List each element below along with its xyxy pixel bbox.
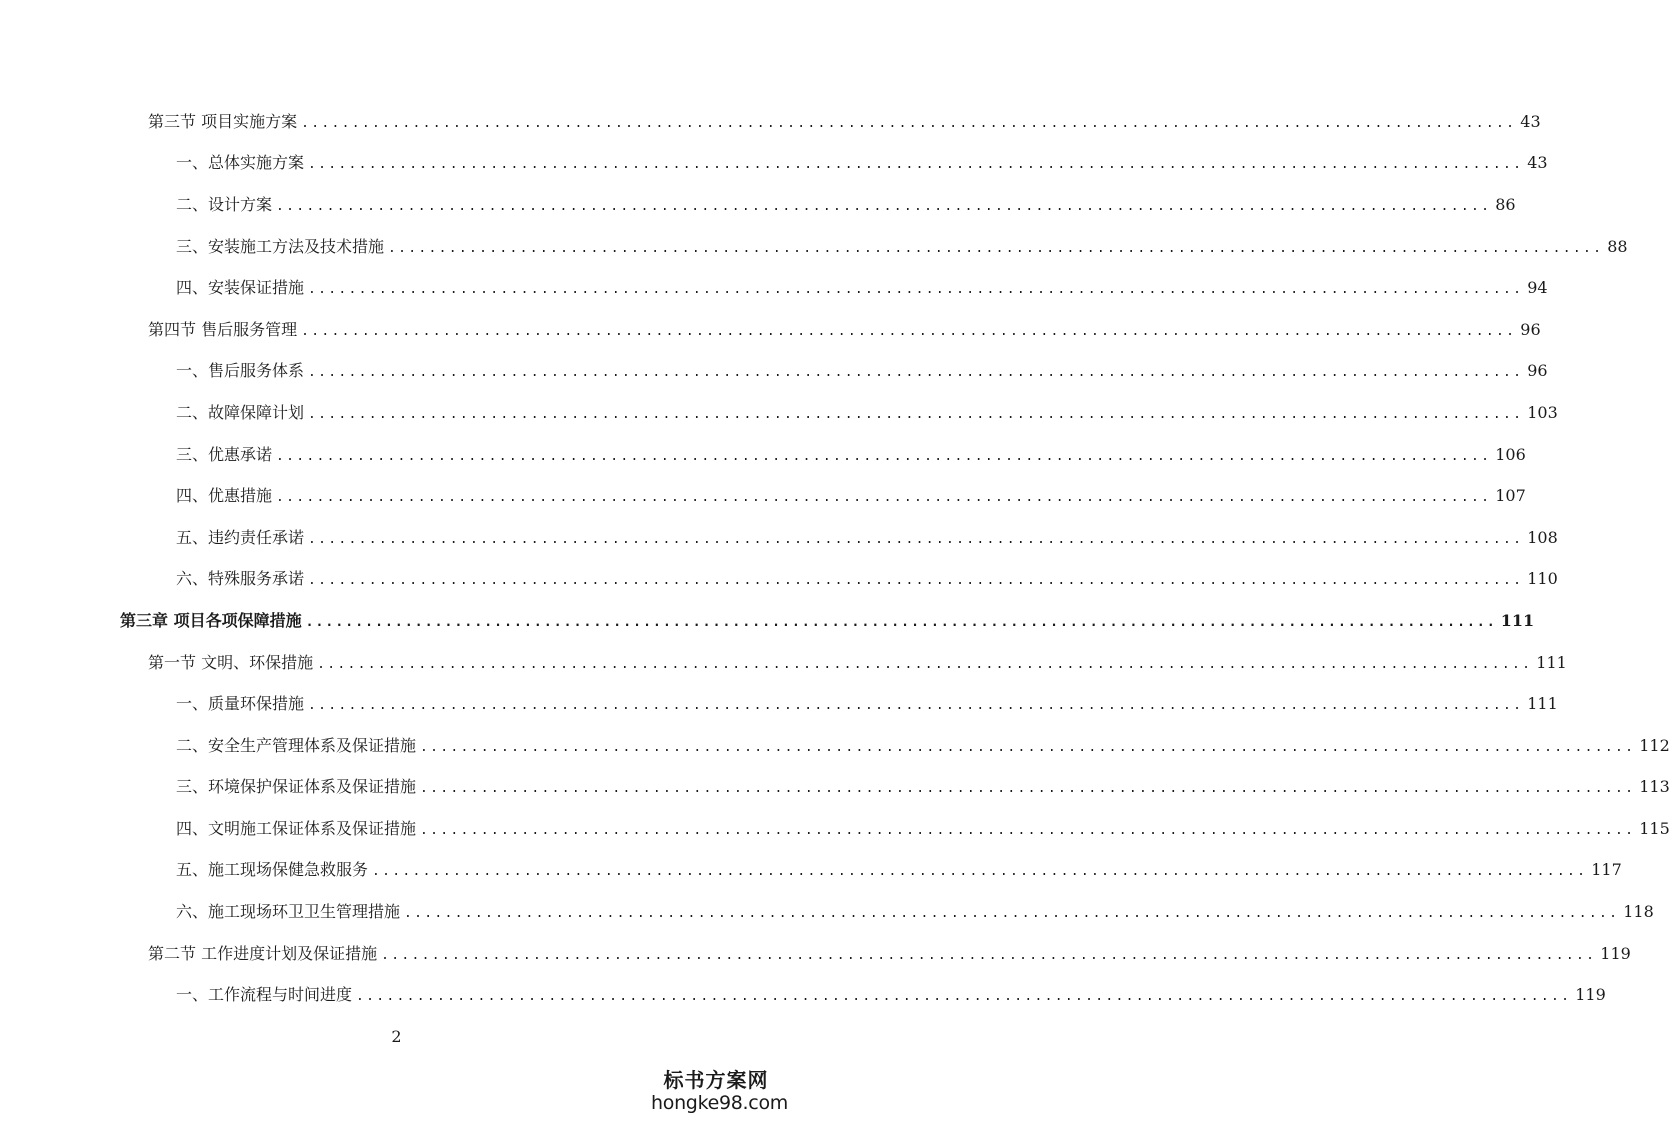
toc-entry-label: 第二节 工作进度计划及保证措施 <box>148 943 378 963</box>
toc-entry-label: 五、违约责任承诺 <box>176 527 305 547</box>
toc-entry-label: 第三节 项目实施方案 <box>148 111 298 131</box>
toc-entry <box>0 933 1631 975</box>
toc-entry <box>0 475 1526 517</box>
toc-entry <box>0 267 1548 309</box>
toc-entry-page: 88 <box>1607 236 1628 256</box>
toc-entry <box>0 309 1541 351</box>
toc-entry-page: 119 <box>1600 943 1631 963</box>
toc-entry-page: 115 <box>1639 818 1670 838</box>
toc-leader-dots: ........................................................................................................................ <box>305 614 1497 630</box>
toc-entry-label: 一、质量环保措施 <box>176 694 305 714</box>
toc-entry <box>0 434 1526 476</box>
watermark-name: 标书方案网 <box>663 1068 769 1092</box>
toc-entry <box>0 184 1516 226</box>
toc-entry-page: 43 <box>1520 111 1541 131</box>
toc-leader-dots: ........................................................................................................................ <box>388 240 1604 256</box>
toc-entry-page: 118 <box>1623 902 1654 922</box>
toc-entry <box>0 143 1548 185</box>
toc-leader-dots: ........................................................................................................................ <box>308 365 1524 381</box>
watermark-url: hongke98.com <box>651 1092 788 1114</box>
toc-entry-label: 一、总体实施方案 <box>176 153 305 173</box>
toc-entry <box>0 725 1670 767</box>
toc-entry-page: 112 <box>1639 735 1670 755</box>
toc-leader-dots: ........................................................................................................................ <box>301 323 1517 339</box>
toc-entry <box>0 808 1670 850</box>
toc-entry-page: 43 <box>1527 153 1548 173</box>
toc-leader-dots: ........................................................................................................................ <box>404 906 1620 922</box>
toc-entry-page: 94 <box>1527 278 1548 298</box>
toc-entry-page: 117 <box>1591 860 1622 880</box>
toc-leader-dots: ........................................................................................................................ <box>356 989 1572 1005</box>
toc-entry-page: 96 <box>1527 361 1548 381</box>
toc-entry <box>0 767 1670 809</box>
site-watermark <box>651 1068 788 1114</box>
toc-entry-label: 第四节 售后服务管理 <box>148 319 298 339</box>
toc-entry <box>0 517 1558 559</box>
toc-entry-page: 119 <box>1575 985 1606 1005</box>
toc-entry <box>0 850 1622 892</box>
toc-leader-dots: ........................................................................................................................ <box>301 115 1517 131</box>
toc-entry-page: 103 <box>1527 402 1558 422</box>
toc-leader-dots: ........................................................................................................................ <box>308 531 1524 547</box>
toc-entry-page: 111 <box>1536 652 1567 672</box>
toc-entry-page: 111 <box>1527 694 1558 714</box>
toc-entry-page: 110 <box>1527 569 1558 589</box>
toc-leader-dots: ........................................................................................................................ <box>372 864 1588 880</box>
toc-leader-dots: ........................................................................................................................ <box>308 157 1524 173</box>
toc-entry-label: 四、文明施工保证体系及保证措施 <box>176 818 417 838</box>
toc-leader-dots: ........................................................................................................................ <box>420 781 1636 797</box>
toc-entry-page: 111 <box>1500 610 1535 630</box>
toc-entry-label: 二、故障保障计划 <box>176 402 305 422</box>
toc-entry <box>0 600 1535 642</box>
toc-entry-label: 三、优惠承诺 <box>176 444 273 464</box>
toc-entry-label: 一、售后服务体系 <box>176 361 305 381</box>
toc-leader-dots: ........................................................................................................................ <box>276 198 1492 214</box>
toc-entry <box>0 559 1558 601</box>
toc-entry-label: 四、安装保证措施 <box>176 278 305 298</box>
toc-entry-page: 96 <box>1520 319 1541 339</box>
table-of-contents <box>0 101 1670 1016</box>
toc-entry <box>0 226 1628 268</box>
toc-leader-dots: ........................................................................................................................ <box>308 406 1524 422</box>
toc-entry <box>0 974 1606 1016</box>
toc-entry-label: 第一节 文明、环保措施 <box>148 652 314 672</box>
toc-entry-label: 一、工作流程与时间进度 <box>176 985 353 1005</box>
toc-entry-label: 六、施工现场环卫卫生管理措施 <box>176 902 401 922</box>
toc-leader-dots: ........................................................................................................................ <box>317 656 1533 672</box>
toc-entry-label: 六、特殊服务承诺 <box>176 569 305 589</box>
toc-entry <box>0 392 1558 434</box>
toc-entry-page: 108 <box>1527 527 1558 547</box>
toc-leader-dots: ........................................................................................................................ <box>308 282 1524 298</box>
toc-leader-dots: ........................................................................................................................ <box>276 448 1492 464</box>
toc-leader-dots: ........................................................................................................................ <box>420 739 1636 755</box>
toc-entry-page: 107 <box>1495 486 1526 506</box>
toc-entry-label: 四、优惠措施 <box>176 486 273 506</box>
toc-entry-label: 二、安全生产管理体系及保证措施 <box>176 735 417 755</box>
toc-entry <box>0 101 1541 143</box>
toc-leader-dots: ........................................................................................................................ <box>308 698 1524 714</box>
toc-entry <box>0 891 1654 933</box>
page-number: 2 <box>391 1027 402 1046</box>
toc-entry-label: 第三章 项目各项保障措施 <box>120 610 302 630</box>
toc-entry-page: 86 <box>1495 194 1516 214</box>
toc-leader-dots: ........................................................................................................................ <box>420 822 1636 838</box>
toc-leader-dots: ........................................................................................................................ <box>276 490 1492 506</box>
toc-entry <box>0 683 1558 725</box>
toc-entry-label: 三、环境保护保证体系及保证措施 <box>176 777 417 797</box>
toc-entry-label: 五、施工现场保健急救服务 <box>176 860 369 880</box>
toc-entry-label: 三、安装施工方法及技术措施 <box>176 236 385 256</box>
toc-entry <box>0 642 1567 684</box>
toc-entry-page: 113 <box>1639 777 1670 797</box>
toc-leader-dots: ........................................................................................................................ <box>381 947 1597 963</box>
toc-entry <box>0 351 1548 393</box>
toc-entry-page: 106 <box>1495 444 1526 464</box>
toc-leader-dots: ........................................................................................................................ <box>308 573 1524 589</box>
toc-entry-label: 二、设计方案 <box>176 194 273 214</box>
